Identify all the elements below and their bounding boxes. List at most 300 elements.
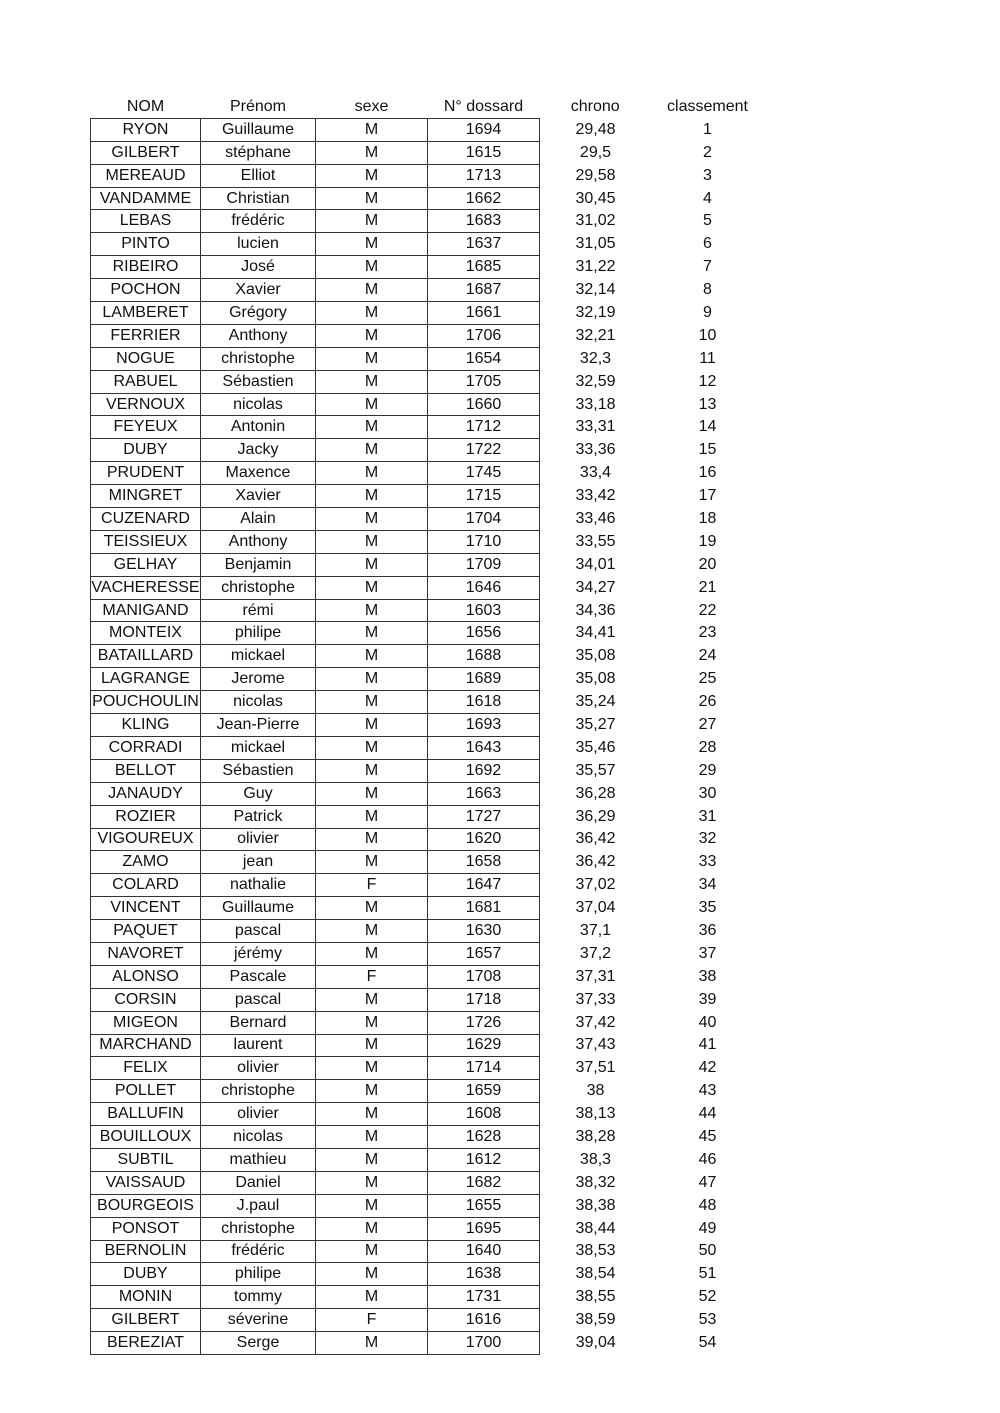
prenom-cell: Guillaume	[201, 118, 316, 141]
classement-cell: 9	[703, 303, 712, 321]
prenom-cell: christophe	[201, 347, 316, 370]
sexe-cell: M	[316, 1103, 428, 1126]
classement-cell: 51	[698, 1265, 717, 1283]
classement-cell: 33	[698, 853, 717, 871]
dossard-cell: 1663	[428, 782, 540, 805]
header-sexe: sexe	[354, 97, 389, 115]
dossard-cell: 1657	[428, 942, 540, 965]
nom-cell: CORRADI	[91, 736, 201, 759]
nom-cell: POCHON	[91, 279, 201, 302]
dossard-cell: 1658	[428, 851, 540, 874]
table-row	[91, 691, 764, 714]
prenom-cell: Xavier	[201, 279, 316, 302]
sexe-cell: M	[316, 164, 428, 187]
classement-cell: 6	[703, 235, 712, 253]
sexe-cell: M	[316, 668, 428, 691]
chrono-cell: 35,08	[575, 670, 616, 688]
table-row	[91, 782, 764, 805]
chrono-cell: 36,42	[575, 853, 616, 871]
dossard-cell: 1640	[428, 1240, 540, 1263]
sexe-cell: M	[316, 576, 428, 599]
table-row	[91, 965, 764, 988]
prenom-cell: stéphane	[201, 141, 316, 164]
table-row	[91, 759, 764, 782]
chrono-cell: 37,51	[575, 1059, 616, 1077]
sexe-cell: M	[316, 485, 428, 508]
nom-cell: COLARD	[91, 874, 201, 897]
classement-cell: 1	[703, 120, 712, 138]
sexe-cell: M	[316, 759, 428, 782]
table-row	[91, 324, 764, 347]
dossard-cell: 1745	[428, 462, 540, 485]
sexe-cell: M	[316, 599, 428, 622]
chrono-cell: 36,42	[575, 830, 616, 848]
nom-cell: POUCHOULIN	[91, 691, 201, 714]
table-row	[91, 645, 764, 668]
prenom-cell: nicolas	[201, 1126, 316, 1149]
dossard-cell: 1629	[428, 1034, 540, 1057]
dossard-cell: 1628	[428, 1126, 540, 1149]
chrono-cell: 34,27	[575, 578, 616, 596]
sexe-cell: M	[316, 942, 428, 965]
table-row	[91, 576, 764, 599]
dossard-cell: 1689	[428, 668, 540, 691]
chrono-cell: 29,58	[575, 166, 616, 184]
prenom-cell: Maxence	[201, 462, 316, 485]
sexe-cell: M	[316, 553, 428, 576]
header-row	[91, 96, 764, 118]
sexe-cell: M	[316, 1332, 428, 1355]
dossard-cell: 1712	[428, 416, 540, 439]
dossard-cell: 1643	[428, 736, 540, 759]
classement-cell: 52	[698, 1288, 717, 1306]
sexe-cell: M	[316, 1034, 428, 1057]
chrono-cell: 36,28	[575, 784, 616, 802]
nom-cell: GELHAY	[91, 553, 201, 576]
classement-cell: 38	[698, 967, 717, 985]
table-row	[91, 1263, 764, 1286]
dossard-cell: 1704	[428, 508, 540, 531]
chrono-cell: 38,38	[575, 1196, 616, 1214]
prenom-cell: Antonin	[201, 416, 316, 439]
prenom-cell: Bernard	[201, 1011, 316, 1034]
prenom-cell: Guillaume	[201, 897, 316, 920]
dossard-cell: 1638	[428, 1263, 540, 1286]
chrono-cell: 33,55	[575, 532, 616, 550]
table-row	[91, 920, 764, 943]
classement-cell: 24	[698, 647, 717, 665]
nom-cell: ALONSO	[91, 965, 201, 988]
classement-cell: 46	[698, 1150, 717, 1168]
chrono-cell: 37,42	[575, 1013, 616, 1031]
prenom-cell: olivier	[201, 1057, 316, 1080]
chrono-cell: 37,2	[579, 944, 612, 962]
classement-cell: 28	[698, 738, 717, 756]
sexe-cell: M	[316, 1080, 428, 1103]
dossard-cell: 1646	[428, 576, 540, 599]
classement-cell: 16	[698, 464, 717, 482]
classement-cell: 17	[698, 487, 717, 505]
table-row	[91, 1171, 764, 1194]
chrono-cell: 35,46	[575, 738, 616, 756]
header-nom: NOM	[126, 97, 165, 115]
prenom-cell: Alain	[201, 508, 316, 531]
prenom-cell: Patrick	[201, 805, 316, 828]
table-row	[91, 714, 764, 737]
sexe-cell: M	[316, 1286, 428, 1309]
nom-cell: MONTEIX	[91, 622, 201, 645]
prenom-cell: Sébastien	[201, 759, 316, 782]
chrono-cell: 38,53	[575, 1242, 616, 1260]
classement-cell: 12	[698, 372, 717, 390]
table-row	[91, 210, 764, 233]
dossard-cell: 1683	[428, 210, 540, 233]
nom-cell: MEREAUD	[91, 164, 201, 187]
header-chrono: chrono	[570, 98, 620, 116]
nom-cell: LEBAS	[91, 210, 201, 233]
table-row	[91, 622, 764, 645]
header-classement: classement	[667, 98, 748, 116]
prenom-cell: olivier	[201, 1103, 316, 1126]
nom-cell: MANIGAND	[91, 599, 201, 622]
table-row	[91, 553, 764, 576]
classement-cell: 13	[698, 395, 717, 413]
classement-cell: 19	[698, 532, 717, 550]
nom-cell: NOGUE	[91, 347, 201, 370]
chrono-cell: 37,43	[575, 1036, 616, 1054]
dossard-cell: 1685	[428, 256, 540, 279]
dossard-cell: 1714	[428, 1057, 540, 1080]
nom-cell: VERNOUX	[91, 393, 201, 416]
prenom-cell: José	[201, 256, 316, 279]
table-row	[91, 828, 764, 851]
classement-cell: 44	[698, 1105, 717, 1123]
dossard-cell: 1660	[428, 393, 540, 416]
dossard-cell: 1620	[428, 828, 540, 851]
sexe-cell: M	[316, 736, 428, 759]
prenom-cell: pascal	[201, 988, 316, 1011]
chrono-cell: 38,13	[575, 1105, 616, 1123]
chrono-cell: 33,42	[575, 487, 616, 505]
dossard-cell: 1693	[428, 714, 540, 737]
table-row	[91, 347, 764, 370]
chrono-cell: 38,32	[575, 1173, 616, 1191]
nom-cell: BATAILLARD	[91, 645, 201, 668]
table-row	[91, 1080, 764, 1103]
nom-cell: KLING	[91, 714, 201, 737]
classement-cell: 47	[698, 1173, 717, 1191]
dossard-cell: 1694	[428, 118, 540, 141]
prenom-cell: Elliot	[201, 164, 316, 187]
sexe-cell: M	[316, 416, 428, 439]
chrono-cell: 31,22	[575, 258, 616, 276]
nom-cell: LAMBERET	[91, 302, 201, 325]
classement-cell: 41	[698, 1036, 717, 1054]
chrono-cell: 37,1	[579, 922, 612, 939]
classement-cell: 2	[703, 143, 712, 161]
classement-cell: 30	[698, 784, 717, 802]
chrono-cell: 30,45	[575, 189, 616, 207]
chrono-cell: 33,4	[579, 464, 612, 482]
dossard-cell: 1659	[428, 1080, 540, 1103]
classement-cell: 11	[699, 349, 716, 367]
sexe-cell: M	[316, 1171, 428, 1194]
chrono-cell: 35,27	[575, 715, 616, 733]
dossard-cell: 1726	[428, 1011, 540, 1034]
dossard-cell: 1709	[428, 553, 540, 576]
dossard-cell: 1688	[428, 645, 540, 668]
nom-cell: VANDAMME	[91, 187, 201, 210]
prenom-cell: olivier	[201, 828, 316, 851]
classement-cell: 8	[703, 281, 712, 299]
nom-cell: BALLUFIN	[91, 1103, 201, 1126]
table-row	[91, 118, 764, 141]
classement-cell: 18	[698, 509, 717, 527]
prenom-cell: frédéric	[201, 1240, 316, 1263]
sexe-cell: M	[316, 851, 428, 874]
dossard-cell: 1718	[428, 988, 540, 1011]
dossard-cell: 1705	[428, 370, 540, 393]
nom-cell: MIGEON	[91, 1011, 201, 1034]
sexe-cell: M	[316, 828, 428, 851]
classement-cell: 20	[698, 555, 717, 573]
nom-cell: ZAMO	[91, 851, 201, 874]
classement-cell: 48	[698, 1196, 717, 1214]
prenom-cell: laurent	[201, 1034, 316, 1057]
dossard-cell: 1687	[428, 279, 540, 302]
nom-cell: GILBERT	[91, 141, 201, 164]
nom-cell: FERRIER	[91, 324, 201, 347]
prenom-cell: Sébastien	[201, 370, 316, 393]
prenom-cell: Xavier	[201, 485, 316, 508]
classement-cell: 42	[698, 1059, 717, 1077]
prenom-cell: lucien	[201, 233, 316, 256]
sexe-cell: M	[316, 141, 428, 164]
chrono-cell: 38,54	[575, 1265, 616, 1283]
nom-cell: MONIN	[91, 1286, 201, 1309]
dossard-cell: 1662	[428, 187, 540, 210]
classement-cell: 43	[698, 1082, 717, 1100]
prenom-cell: Daniel	[201, 1171, 316, 1194]
table-row	[91, 1057, 764, 1080]
dossard-cell: 1708	[428, 965, 540, 988]
table-row	[91, 462, 764, 485]
nom-cell: POLLET	[91, 1080, 201, 1103]
prenom-cell: frédéric	[201, 210, 316, 233]
sexe-cell: M	[316, 256, 428, 279]
table-row	[91, 164, 764, 187]
table-row	[91, 1286, 764, 1309]
dossard-cell: 1603	[428, 599, 540, 622]
chrono-cell: 29,5	[579, 143, 612, 161]
nom-cell: MINGRET	[91, 485, 201, 508]
prenom-cell: Christian	[201, 187, 316, 210]
table-row	[91, 1309, 764, 1332]
nom-cell: BOURGEOIS	[91, 1194, 201, 1217]
nom-cell: LAGRANGE	[91, 668, 201, 691]
table-row	[91, 508, 764, 531]
classement-cell: 5	[703, 212, 712, 230]
chrono-cell: 34,01	[575, 555, 616, 573]
chrono-cell: 39,04	[575, 1334, 616, 1352]
classement-cell: 35	[698, 899, 717, 917]
nom-cell: VINCENT	[91, 897, 201, 920]
prenom-cell: Jean-Pierre	[201, 714, 316, 737]
classement-cell: 3	[703, 166, 712, 184]
nom-cell: BELLOT	[91, 759, 201, 782]
prenom-cell: jérémy	[201, 942, 316, 965]
sexe-cell: M	[316, 1194, 428, 1217]
nom-cell: CUZENARD	[91, 508, 201, 531]
prenom-cell: christophe	[201, 1080, 316, 1103]
nom-cell: BEREZIAT	[91, 1332, 201, 1355]
classement-cell: 49	[698, 1219, 717, 1237]
sexe-cell: M	[316, 118, 428, 141]
nom-cell: VIGOUREUX	[91, 828, 201, 851]
sexe-cell: M	[316, 622, 428, 645]
prenom-cell: Grégory	[201, 302, 316, 325]
table-row	[91, 439, 764, 462]
sexe-cell: F	[316, 1309, 428, 1332]
nom-cell: TEISSIEUX	[91, 530, 201, 553]
prenom-cell: Benjamin	[201, 553, 316, 576]
dossard-cell: 1661	[428, 302, 540, 325]
table-row	[91, 233, 764, 256]
chrono-cell: 38,28	[575, 1128, 616, 1146]
chrono-cell: 31,02	[575, 212, 616, 230]
classement-cell: 53	[698, 1311, 717, 1329]
results-table	[90, 96, 764, 1355]
nom-cell: FEYEUX	[91, 416, 201, 439]
nom-cell: ROZIER	[91, 805, 201, 828]
nom-cell: NAVORET	[91, 942, 201, 965]
table-row	[91, 302, 764, 325]
table-row	[91, 370, 764, 393]
sexe-cell: M	[316, 462, 428, 485]
sexe-cell: F	[316, 874, 428, 897]
table-row	[91, 1194, 764, 1217]
nom-cell: VAISSAUD	[91, 1171, 201, 1194]
classement-cell: 25	[698, 670, 717, 688]
dossard-cell: 1713	[428, 164, 540, 187]
nom-cell: PONSOT	[91, 1217, 201, 1240]
prenom-cell: séverine	[201, 1309, 316, 1332]
classement-cell: 22	[698, 601, 717, 619]
classement-cell: 36	[698, 922, 717, 939]
sexe-cell: F	[316, 965, 428, 988]
nom-cell: SUBTIL	[91, 1148, 201, 1171]
sexe-cell: M	[316, 691, 428, 714]
nom-cell: FELIX	[91, 1057, 201, 1080]
prenom-cell: Jacky	[201, 439, 316, 462]
table-row	[91, 1103, 764, 1126]
dossard-cell: 1695	[428, 1217, 540, 1240]
dossard-cell: 1692	[428, 759, 540, 782]
sexe-cell: M	[316, 714, 428, 737]
classement-cell: 54	[698, 1334, 717, 1352]
table-row	[91, 736, 764, 759]
chrono-cell: 35,08	[575, 647, 616, 665]
sexe-cell: M	[316, 1148, 428, 1171]
sexe-cell: M	[316, 1126, 428, 1149]
sexe-cell: M	[316, 1240, 428, 1263]
sexe-cell: M	[316, 210, 428, 233]
chrono-cell: 37,33	[575, 990, 616, 1008]
table-row	[91, 668, 764, 691]
chrono-cell: 33,31	[575, 418, 616, 436]
prenom-cell: rémi	[201, 599, 316, 622]
prenom-cell: jean	[201, 851, 316, 874]
sexe-cell: M	[316, 988, 428, 1011]
dossard-cell: 1608	[428, 1103, 540, 1126]
chrono-cell: 32,21	[575, 326, 616, 344]
prenom-cell: nicolas	[201, 393, 316, 416]
dossard-cell: 1647	[428, 874, 540, 897]
chrono-cell: 38,55	[575, 1288, 616, 1306]
table-row	[91, 530, 764, 553]
classement-cell: 29	[698, 761, 717, 779]
dossard-cell: 1731	[428, 1286, 540, 1309]
classement-cell: 7	[703, 258, 712, 276]
table-row	[91, 1217, 764, 1240]
chrono-cell: 38,44	[575, 1219, 616, 1237]
chrono-cell: 33,18	[575, 395, 616, 413]
dossard-cell: 1615	[428, 141, 540, 164]
nom-cell: JANAUDY	[91, 782, 201, 805]
prenom-cell: nicolas	[201, 691, 316, 714]
sexe-cell: M	[316, 530, 428, 553]
table-row	[91, 1011, 764, 1034]
chrono-cell: 34,41	[575, 624, 616, 642]
sexe-cell: M	[316, 782, 428, 805]
table-row	[91, 942, 764, 965]
table-row	[91, 1332, 764, 1355]
sexe-cell: M	[316, 920, 428, 943]
dossard-cell: 1630	[428, 920, 540, 943]
sexe-cell: M	[316, 1217, 428, 1240]
nom-cell: CORSIN	[91, 988, 201, 1011]
prenom-cell: mickael	[201, 736, 316, 759]
table-row	[91, 141, 764, 164]
table-row	[91, 851, 764, 874]
chrono-cell: 32,19	[575, 303, 616, 321]
chrono-cell: 29,48	[575, 120, 616, 138]
table-row	[91, 279, 764, 302]
prenom-cell: pascal	[201, 920, 316, 943]
sexe-cell: M	[316, 1057, 428, 1080]
classement-cell: 37	[698, 944, 717, 962]
chrono-cell: 35,57	[575, 761, 616, 779]
sexe-cell: M	[316, 279, 428, 302]
dossard-cell: 1616	[428, 1309, 540, 1332]
prenom-cell: philipe	[201, 622, 316, 645]
sexe-cell: M	[316, 347, 428, 370]
sexe-cell: M	[316, 1011, 428, 1034]
dossard-cell: 1700	[428, 1332, 540, 1355]
chrono-cell: 37,02	[575, 876, 616, 894]
nom-cell: VACHERESSE	[91, 576, 201, 599]
header-prenom: Prénom	[229, 97, 287, 115]
sexe-cell: M	[316, 187, 428, 210]
table-row	[91, 187, 764, 210]
prenom-cell: Jerome	[201, 668, 316, 691]
dossard-cell: 1715	[428, 485, 540, 508]
nom-cell: RABUEL	[91, 370, 201, 393]
prenom-cell: J.paul	[201, 1194, 316, 1217]
dossard-cell: 1656	[428, 622, 540, 645]
nom-cell: DUBY	[91, 439, 201, 462]
sexe-cell: M	[316, 897, 428, 920]
